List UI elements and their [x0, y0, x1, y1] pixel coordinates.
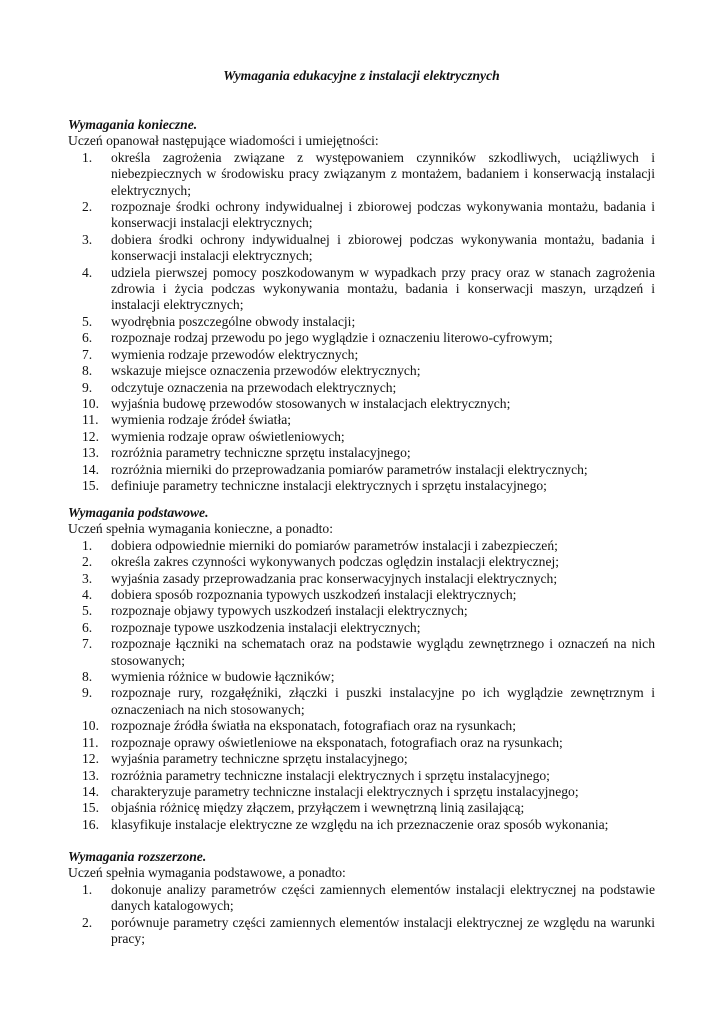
list-item-number: [68, 735, 111, 751]
list-item-number-text: 8.: [82, 363, 93, 379]
list-item-text: dobiera sposób rozpoznania typowych uszkodzeń instalacji elektrycznych;: [111, 587, 517, 603]
list-item-text: odczytuje oznaczenia na przewodach elektrycznych;: [111, 379, 397, 395]
list-item-number: [68, 199, 111, 215]
list-item-number: [68, 265, 111, 281]
list-item-number-text: 15.: [82, 800, 99, 816]
list-item-number: [68, 751, 111, 767]
list-item-number: [68, 150, 111, 166]
list-item-number: [68, 478, 111, 494]
list-item-text: charakteryzuje parametry techniczne instalacji elektrycznych i sprzętu instalacyjnego;: [111, 783, 579, 799]
list-item-text: rozpoznaje rury, rozgałęźniki, złączki i puszki instalacyjne po ich wyglądzie zewnętrznym i oznaczeniach na nich stosowanych;: [111, 685, 655, 717]
list-item-number: [68, 363, 111, 379]
list-item: [68, 429, 655, 445]
list-item-number: [68, 685, 111, 701]
list-item-number-text: 1.: [82, 881, 93, 897]
list-item: [68, 685, 655, 718]
list-item: [68, 669, 655, 685]
section-heading: Wymagania podstawowe.: [68, 505, 209, 520]
list-item: [68, 538, 655, 554]
list-item-text: dobiera środki ochrony indywidualnej i zbiorowej podczas wykonywania montażu, badania i konserwacji instalacji elektrycznych;: [111, 231, 655, 264]
requirements-list: [68, 150, 655, 495]
list-item-text: rozpoznaje typowe uszkodzenia instalacji elektrycznych;: [111, 619, 421, 635]
list-item-number-text: 12.: [82, 428, 99, 444]
list-item-number-text: 15.: [82, 477, 99, 493]
list-item-number-text: 4.: [82, 587, 93, 603]
list-item-number-text: 1.: [82, 149, 93, 165]
list-item-number: [68, 554, 111, 570]
list-item: [68, 636, 655, 669]
list-item: [68, 396, 655, 412]
list-item: [68, 768, 655, 784]
list-item-text: wymienia rodzaje przewodów elektrycznych;: [111, 346, 359, 362]
list-item-number: [68, 669, 111, 685]
list-item: [68, 751, 655, 767]
list-item: [68, 800, 655, 816]
list-item-number: [68, 620, 111, 636]
list-item: [68, 199, 655, 232]
list-item-number: [68, 800, 111, 816]
list-item: [68, 150, 655, 199]
list-item: [68, 265, 655, 314]
list-item: [68, 882, 655, 915]
list-item-number-text: 2.: [82, 914, 93, 930]
section-intro: Uczeń opanował następujące wiadomości i umiejętności:: [68, 133, 379, 149]
list-item-number-text: 4.: [82, 264, 93, 280]
list-item-text: wymienia rodzaje opraw oświetleniowych;: [111, 428, 345, 444]
list-item: [68, 603, 655, 619]
list-item-number-text: 5.: [82, 603, 93, 619]
list-item: [68, 571, 655, 587]
list-item-number: [68, 587, 111, 603]
list-item-text: określa zagrożenia związane z występowaniem czynników szkodliwych, uciążliwych i niebezpiecznych w środowisku pracy związanym z montażem, badaniem i konserwacją instalacji elektrycznych;: [111, 149, 655, 198]
list-item-number: [68, 396, 111, 412]
list-item-text: wyjaśnia parametry techniczne sprzętu instalacyjnego;: [111, 751, 408, 767]
list-item: [68, 817, 655, 833]
list-item-number-text: 16.: [82, 816, 99, 832]
list-item-text: rozpoznaje objawy typowych uszkodzeń instalacji elektrycznych;: [111, 603, 468, 619]
list-item: [68, 445, 655, 461]
list-item-text: wskazuje miejsce oznaczenia przewodów elektrycznych;: [111, 363, 421, 379]
list-item: [68, 718, 655, 734]
list-item: [68, 587, 655, 603]
list-item-number: [68, 817, 111, 833]
list-item-number-text: 6.: [82, 619, 93, 635]
list-item-text: dobiera odpowiednie mierniki do pomiarów parametrów instalacji i zabezpieczeń;: [111, 537, 558, 553]
list-item: [68, 330, 655, 346]
list-item-number: [68, 882, 111, 898]
list-item: [68, 232, 655, 265]
list-item-number-text: 8.: [82, 669, 93, 685]
list-item-text: rozróżnia parametry techniczne sprzętu instalacyjnego;: [111, 445, 411, 461]
list-item-number-text: 11.: [82, 734, 99, 750]
list-item-text: wyjaśnia zasady przeprowadzania prac konserwacyjnych instalacji elektrycznych;: [111, 570, 558, 586]
requirements-list: [68, 538, 655, 833]
list-item-text: wyjaśnia budowę przewodów stosowanych w instalacjach elektrycznych;: [111, 395, 511, 411]
list-item: [68, 314, 655, 330]
section-konieczne: [68, 117, 655, 494]
list-item: [68, 478, 655, 494]
list-item: [68, 363, 655, 379]
list-item-number: [68, 538, 111, 554]
list-item-number: [68, 380, 111, 396]
list-item-number-text: 7.: [82, 346, 93, 362]
list-item-number-text: 5.: [82, 313, 93, 329]
list-item-text: rozpoznaje oprawy oświetleniowe na eksponatach, fotografiach oraz na rysunkach;: [111, 734, 563, 750]
list-item-number: [68, 232, 111, 248]
list-item-number-text: 11.: [82, 412, 99, 428]
list-item-number: [68, 571, 111, 587]
section-intro: Uczeń spełnia wymagania podstawowe, a ponadto:: [68, 865, 346, 881]
list-item-number-text: 3.: [82, 570, 93, 586]
list-item-text: rozróżnia parametry techniczne instalacji elektrycznych i sprzętu instalacyjnego;: [111, 767, 550, 783]
list-item: [68, 462, 655, 478]
list-item-number: [68, 412, 111, 428]
list-item-number: [68, 347, 111, 363]
list-item-number: [68, 718, 111, 734]
document-title: Wymagania edukacyjne z instalacji elektrycznych: [223, 68, 500, 83]
list-item-number: [68, 445, 111, 461]
list-item-text: dokonuje analizy parametrów części zamiennych elementów instalacji elektrycznej na podstawie danych katalogowych;: [111, 881, 655, 914]
section-rozszerzone: [68, 849, 655, 947]
list-item-number-text: 10.: [82, 395, 99, 411]
list-item-number: [68, 636, 111, 652]
list-item-number-text: 9.: [82, 685, 93, 701]
list-item-number-text: 14.: [82, 461, 99, 477]
section-podstawowe: [68, 505, 655, 833]
list-item: [68, 347, 655, 363]
list-item-text: wymienia rodzaje źródeł światła;: [111, 412, 292, 428]
list-item-text: wyodrębnia poszczególne obwody instalacji;: [111, 313, 356, 329]
list-item-number-text: 14.: [82, 783, 99, 799]
list-item-number: [68, 429, 111, 445]
list-item: [68, 915, 655, 948]
list-item-number-text: 13.: [82, 767, 99, 783]
list-item: [68, 735, 655, 751]
list-item: [68, 380, 655, 396]
list-item-number: [68, 784, 111, 800]
list-item-number-text: 9.: [82, 379, 93, 395]
list-item-number-text: 7.: [82, 636, 93, 652]
list-item-text: rozpoznaje rodzaj przewodu po jego wyglądzie i oznaczeniu literowo-cyfrowym;: [111, 330, 553, 346]
list-item: [68, 554, 655, 570]
list-item-text: określa zakres czynności wykonywanych podczas oględzin instalacji elektrycznej;: [111, 554, 560, 570]
list-item-text: rozpoznaje środki ochrony indywidualnej i zbiorowej podczas wykonywania montażu, badania i konserwacji instalacji elektrycznych;: [111, 199, 655, 231]
list-item-number-text: 3.: [82, 231, 93, 247]
list-item-number: [68, 768, 111, 784]
list-item: [68, 412, 655, 428]
list-item-number: [68, 314, 111, 330]
list-item-number: [68, 603, 111, 619]
list-item-number-text: 6.: [82, 330, 93, 346]
list-item-number: [68, 915, 111, 931]
list-item-text: klasyfikuje instalacje elektryczne ze względu na ich przeznaczenie oraz sposób wykonania;: [111, 816, 609, 832]
list-item-number-text: 12.: [82, 751, 99, 767]
list-item-text: rozpoznaje źródła światła na eksponatach, fotografiach oraz na rysunkach;: [111, 718, 516, 734]
list-item-text: rozpoznaje łączniki na schematach oraz na podstawie wyglądu zewnętrznego i oznaczeń na nich stosowanych;: [111, 636, 655, 668]
section-intro: Uczeń spełnia wymagania konieczne, a ponadto:: [68, 521, 333, 537]
list-item-number: [68, 330, 111, 346]
list-item-text: udziela pierwszej pomocy poszkodowanym w wypadkach przy pracy oraz w stanach zagrożenia zdrowia i życia podczas wykonywania montażu, badania i konserwacji maszyn, urządzeń i instalacji elektrycznych;: [111, 264, 655, 313]
list-item-number-text: 2.: [82, 199, 93, 215]
section-heading: Wymagania rozszerzone.: [68, 849, 207, 864]
list-item-text: wymienia różnice w budowie łączników;: [111, 669, 335, 685]
list-item-text: rozróżnia mierniki do przeprowadzania pomiarów parametrów instalacji elektrycznych;: [111, 461, 588, 477]
list-item-text: definiuje parametry techniczne instalacji elektrycznych i sprzętu instalacyjnego;: [111, 477, 547, 493]
list-item-number-text: 13.: [82, 445, 99, 461]
section-heading: Wymagania konieczne.: [68, 117, 198, 132]
list-item-number-text: 1.: [82, 537, 93, 553]
requirements-list: [68, 882, 655, 948]
list-item-number-text: 10.: [82, 718, 99, 734]
list-item-number: [68, 462, 111, 478]
list-item: [68, 620, 655, 636]
list-item-number-text: 2.: [82, 554, 93, 570]
list-item: [68, 784, 655, 800]
list-item-text: objaśnia różnicę między złączem, przyłączem i wewnętrzną linią zasilającą;: [111, 800, 525, 816]
list-item-text: porównuje parametry części zamiennych elementów instalacji elektrycznej ze względu na warunki pracy;: [111, 914, 655, 947]
